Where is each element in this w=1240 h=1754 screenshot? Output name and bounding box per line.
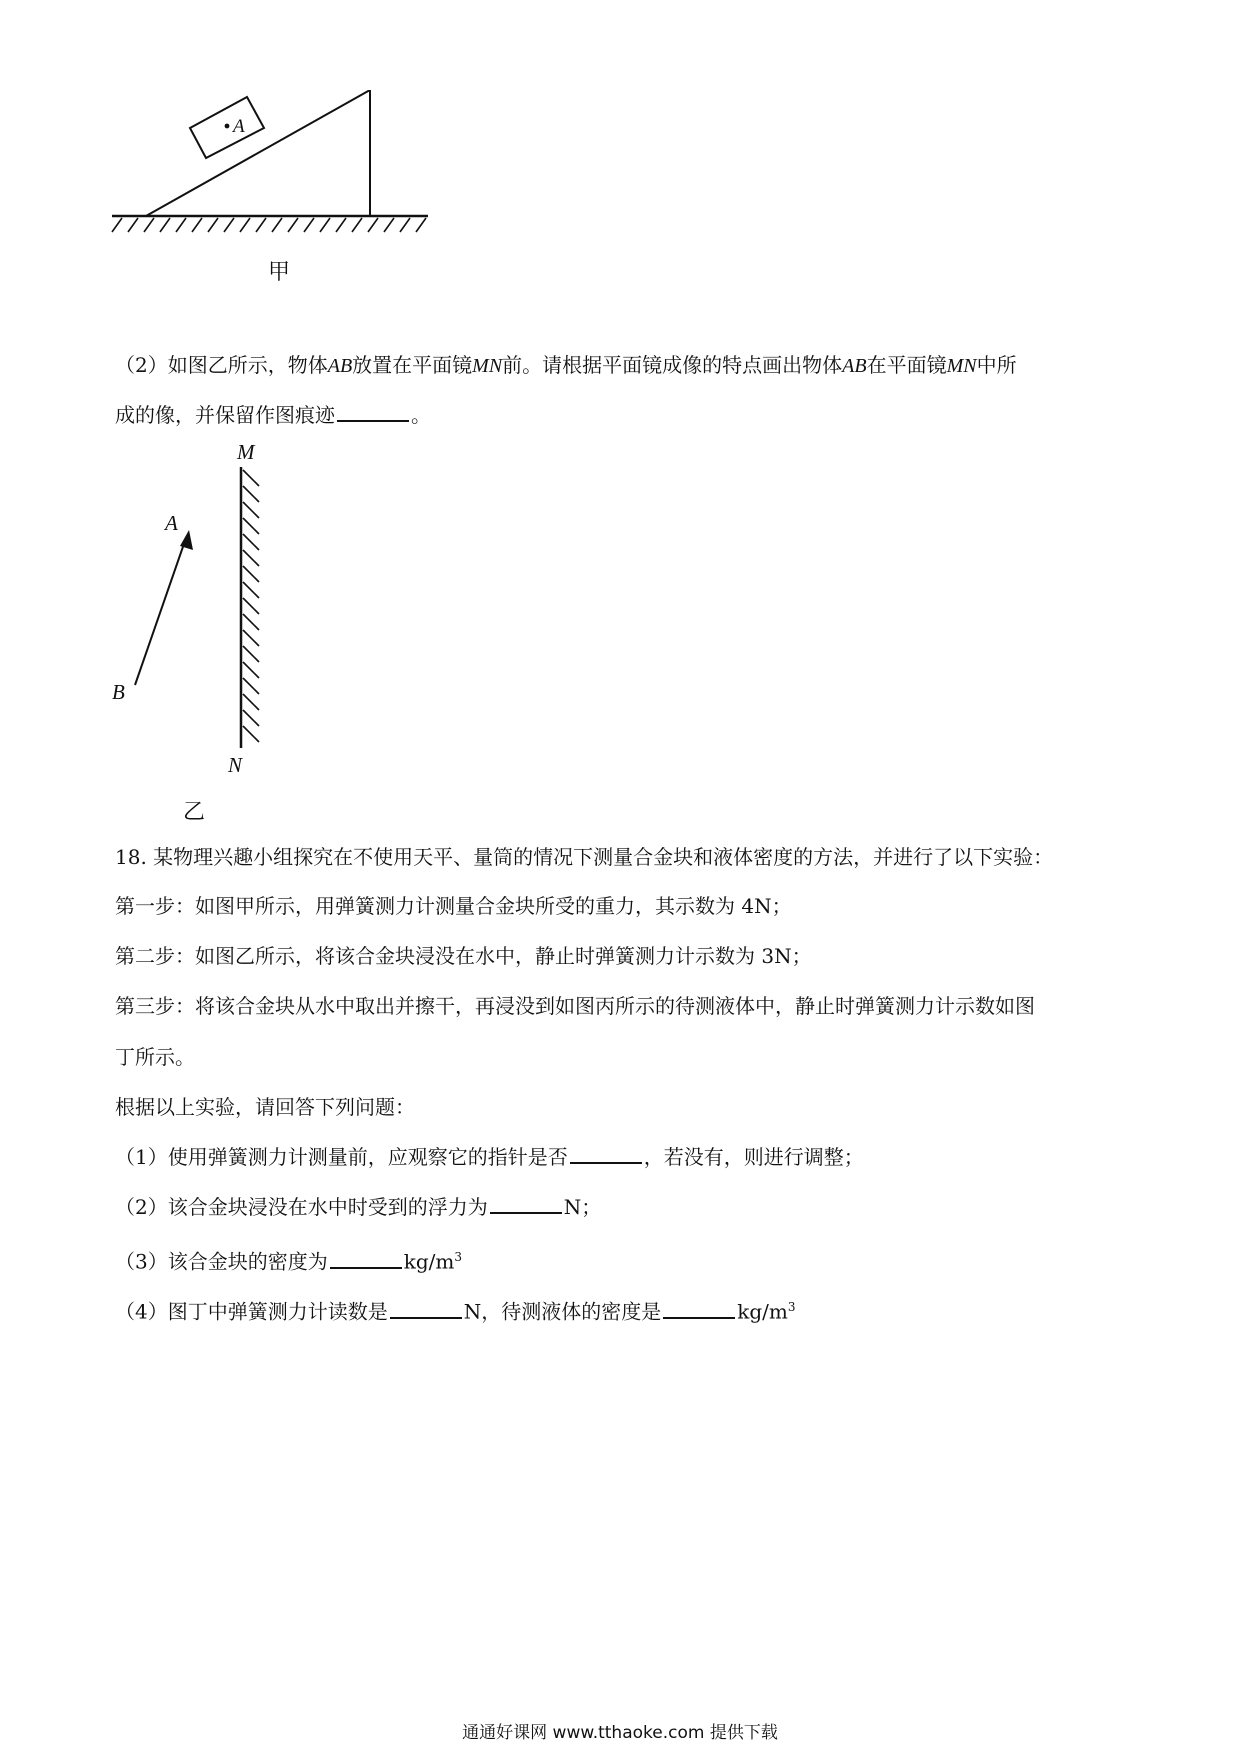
mirror-label-m: M — [237, 440, 255, 464]
q18-sub3: （3）该合金块的密度为 $kg/m^3$ — [115, 1242, 462, 1277]
figure-jia-caption: 甲 — [268, 260, 291, 285]
q18-sub1: （1）使用弹簧测力计测量前，应观察它的指针是否 ，若没有，则进行调整； — [115, 1142, 864, 1172]
point-a-label: A — [165, 511, 178, 535]
point-b-label: B — [112, 680, 125, 704]
q18-step3-line1: 第三步：将该合金块从水中取出并擦干，再浸没到如图丙所示的待测液体中，静止时弹簧测力计示数如图 — [115, 994, 1035, 1018]
point-a-dot — [225, 124, 230, 129]
q18-sub4: （4）图丁中弹簧测力计读数是 N，待测液体的密度是 $kg/m^3$ — [115, 1292, 796, 1327]
q17-2-line1: （2）如图乙所示，物体AB放置在平面镜MN前。请根据平面镜成像的特点画出物体AB在平面镜MN中所 — [115, 353, 1017, 377]
q18-step2: 第二步：如图乙所示，将该合金块浸没在水中，静止时弹簧测力计示数为 3N； — [115, 944, 812, 968]
figure-yi-mirror — [100, 430, 300, 790]
q18-step3-line2: 丁所示。 — [115, 1045, 195, 1069]
answer-blank[interactable] — [490, 1192, 562, 1214]
answer-blank[interactable] — [330, 1247, 402, 1269]
q18-intro: 18. 某物理兴趣小组探究在不使用天平、量筒的情况下测量合金块和液体密度的方法，并进行了以下实验： — [115, 845, 1054, 869]
answer-blank[interactable] — [390, 1297, 462, 1319]
object-ab-arrow — [135, 538, 186, 685]
point-a-label: A — [233, 116, 245, 137]
mirror-label-n: N — [228, 753, 243, 777]
q18-prompt: 根据以上实验，请回答下列问题： — [115, 1095, 415, 1119]
answer-blank[interactable] — [337, 400, 409, 422]
ground-hatching — [112, 218, 426, 232]
figure-yi-caption: 乙 — [183, 800, 206, 825]
page-footer: 通通好课网 www.tthaoke.com 提供下载 — [462, 1723, 778, 1743]
mirror-hatching — [243, 470, 259, 742]
q17-2-line2: 成的像，并保留作图痕迹 。 — [115, 400, 431, 430]
answer-blank[interactable] — [570, 1142, 642, 1164]
incline-wedge — [146, 90, 370, 216]
answer-blank[interactable] — [663, 1297, 735, 1319]
q18-step1: 第一步：如图甲所示，用弹簧测力计测量合金块所受的重力，其示数为 4N； — [115, 894, 792, 918]
figure-jia-incline — [100, 90, 440, 240]
q18-sub2: （2）该合金块浸没在水中时受到的浮力为 N； — [115, 1192, 601, 1222]
